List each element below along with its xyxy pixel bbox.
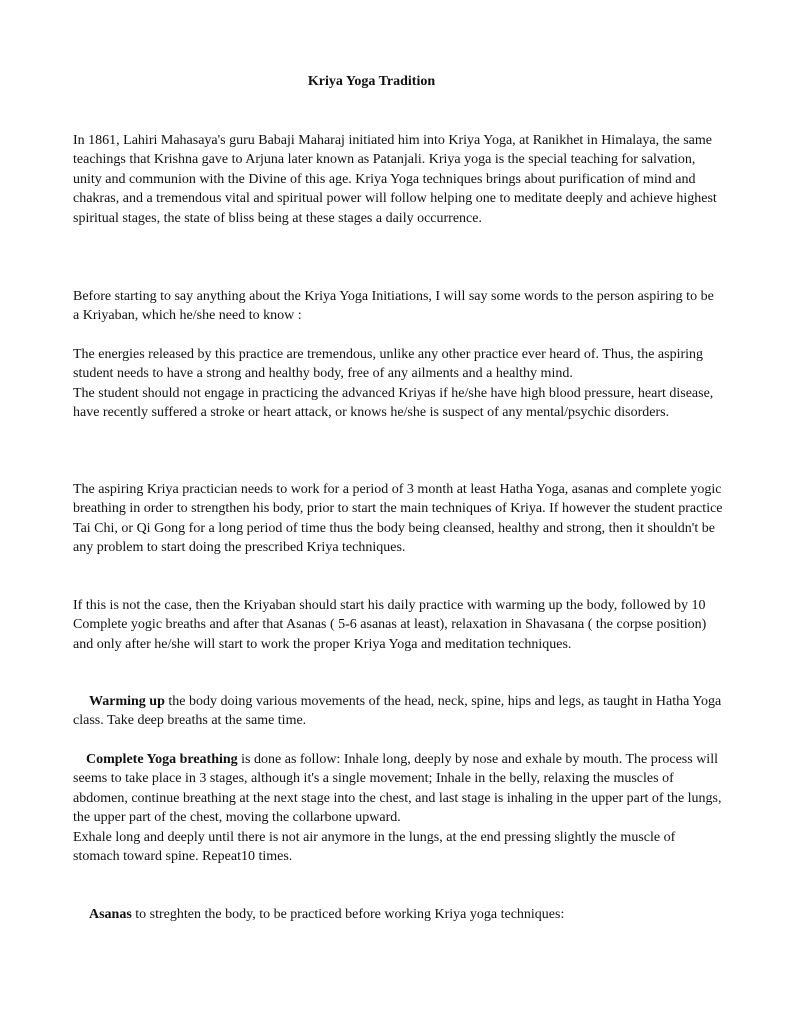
paragraph-preparation: The aspiring Kriya practician needs to work for a period of 3 month at least Hatha Yoga, asanas and complete yogic breathing in order to strengthen his body, prior to start the main techniques of Kriya. If however the student practice Tai Chi, or Qi Gong for a long period of time thus the body being cleansed, healthy and strong, then it shouldn't be any problem to start doing the prescribed Kriya techniques. [73,482,723,556]
paragraph-asanas: Asanas to streghten the body, to be practiced before working Kriya yoga techniques: [89,907,565,922]
paragraph-daily-practice: If this is not the case, then the Kriyaban should start his daily practice with warming up the body, followed by 10 Complete yogic breaths and after that Asanas ( 5-6 asanas at least), relaxation in Shavasana ( the corpse position) and only after he/she will start to work the proper Kriya Yoga and meditation techniques. [73,598,707,652]
paragraph-introduction: Before starting to say anything about the Kriya Yoga Initiations, I will say some words to the person aspiring to be a Kriyaban, which he/she need to know : [73,289,714,324]
asanas-heading: Asanas [89,907,132,922]
paragraph-history: In 1861, Lahiri Mahasaya's guru Babaji Maharaj initiated him into Kriya Yoga, at Ranikhet in Himalaya, the same teachings that Krishna gave to Arjuna later known as Patanjali. Kriya yoga is the special teaching for salvation, unity and communion with the Divine of this age. Kriya Yoga techniques brings about purification of mind and chakras, and a tremendous vital and spiritual power will follow helping one to meditate deeply and achieve highest spiritual stages, the state of bliss being at these stages a daily occurrence. [73,133,717,226]
paragraph-complete-breathing: Complete Yoga breathing is done as follow: Inhale long, deeply by nose and exhale by mouth. The process will seems to take place in 3 stages, although it's a single movement; Inhale in the belly, relaxing the muscles of abdomen, continue breathing at the next stage into the chest, and last stage is inhaling in the upper part of the lungs, the upper part of the chest, moving the collarbone upward. Exhale long and deeply until there is not air anymore in the lungs, at the end pressing slightly the muscle of stomach toward spine. Repeat10 times. [73,752,722,865]
document-title: Kriya Yoga Tradition [307,74,436,89]
paragraph-energies: The energies released by this practice are tremendous, unlike any other practice ever heard of. Thus, the aspiring student needs to have a strong and healthy body, free of any ailments and a healthy mind. The student should not engage in practicing the advanced Kriyas if he/she have high blood pressure, heart disease, have recently suffered a stroke or heart attack, or knows he/she is suspect of any mental/psychic disorders. [73,347,714,421]
warming-up-heading: Warming up [89,694,165,709]
paragraph-warming-up: Warming up the body doing various movements of the head, neck, spine, hips and legs, as taught in Hatha Yoga class. Take deep breaths at the same time. [73,694,722,729]
complete-breathing-heading: Complete Yoga breathing [86,752,238,767]
